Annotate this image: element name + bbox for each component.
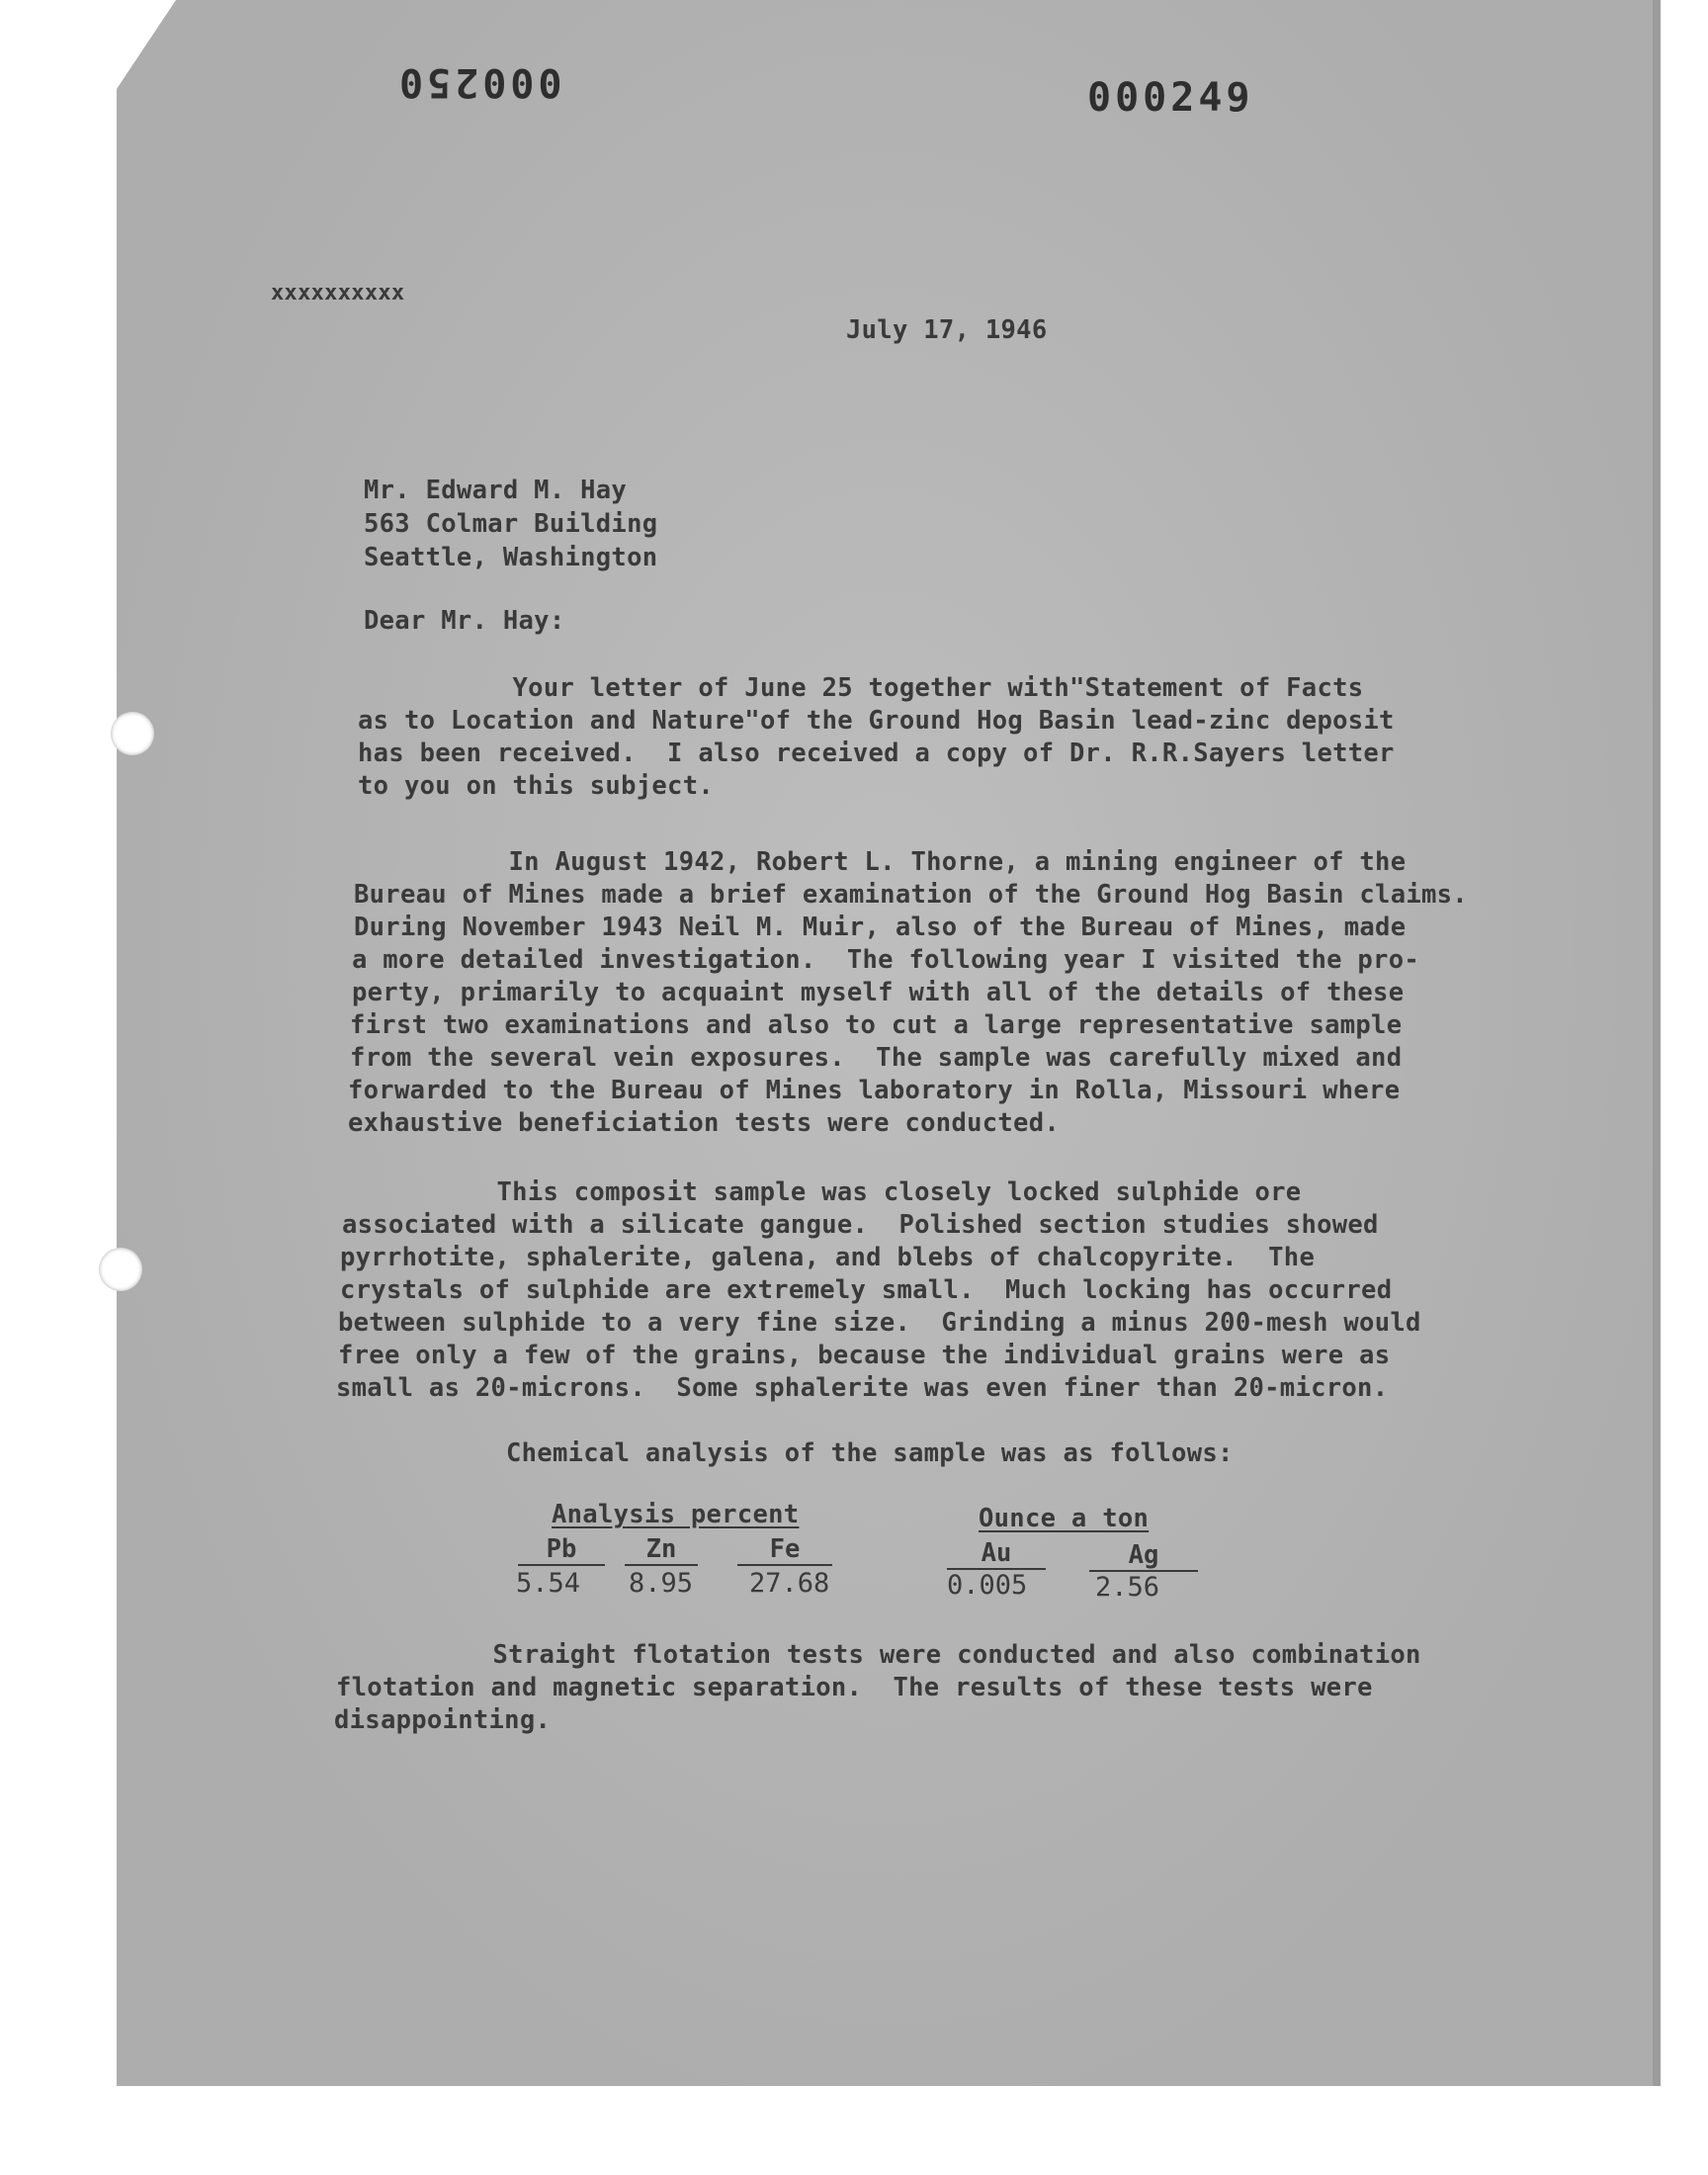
column-header-ag: Ag [1089, 1540, 1198, 1572]
paragraph-line: a more detailed investigation. The following year I visited the pro- [352, 945, 1420, 975]
ounce-a-ton-heading: Ounce a ton [979, 1504, 1150, 1533]
paragraph-line: associated with a silicate gangue. Polished section studies showed [342, 1210, 1379, 1240]
paragraph-line: forwarded to the Bureau of Mines laboratory in Rolla, Missouri where [348, 1076, 1401, 1105]
paragraph-line: Straight flotation tests were conducted and also combination [338, 1640, 1421, 1670]
punch-hole-bottom [99, 1248, 142, 1291]
column-header-au: Au [947, 1538, 1046, 1570]
salutation: Dear Mr. Hay: [364, 606, 565, 636]
value-fe: 27.68 [749, 1568, 830, 1599]
paragraph-line: pyrrhotite, sphalerite, galena, and blebs of chalcopyrite. The [340, 1243, 1316, 1272]
paragraph-line: small as 20-microns. Some sphalerite was even finer than 20-micron. [336, 1373, 1389, 1403]
paragraph-line: has been received. I also received a copy of Dr. R.R.Sayers letter [358, 739, 1395, 768]
value-zn: 8.95 [629, 1568, 694, 1599]
paragraph-line: disappointing. [334, 1705, 552, 1735]
recipient-street: 563 Colmar Building [364, 509, 658, 539]
paragraph-line: between sulphide to a very fine size. Grinding a minus 200-mesh would [338, 1308, 1421, 1338]
paragraph-line: to you on this subject. [358, 771, 715, 801]
paragraph-line: exhaustive beneficiation tests were conducted. [348, 1108, 1061, 1138]
value-pb: 5.54 [516, 1568, 581, 1599]
column-header-fe: Fe [737, 1534, 832, 1566]
paragraph-line: This composit sample was closely locked sulphide ore [342, 1177, 1302, 1207]
paper-edge [1653, 0, 1661, 2086]
paragraph-line: Your letter of June 25 together with"Statement of Facts [358, 673, 1364, 703]
punch-hole-top [111, 712, 154, 755]
paragraph-line: perty, primarily to acquaint myself with all of the details of these [352, 978, 1405, 1007]
crossed-out-file-number: xxxxxxxxxx [271, 281, 405, 305]
recipient-city: Seattle, Washington [364, 543, 658, 572]
stamp-number: 000249 [1087, 75, 1254, 121]
paragraph-line: crystals of sulphide are extremely small. Much locking has occurred [340, 1275, 1393, 1305]
analysis-intro: Chemical analysis of the sample was as follows: [506, 1438, 1234, 1468]
stamp-number-flipped: 000250 [395, 59, 562, 105]
paragraph-line: During November 1943 Neil M. Muir, also of the Bureau of Mines, made [354, 913, 1407, 942]
value-ag: 2.56 [1095, 1572, 1160, 1603]
analysis-percent-heading: Analysis percent [552, 1500, 800, 1529]
paragraph-line: In August 1942, Robert L. Thorne, a mining engineer of the [354, 847, 1407, 877]
paragraph-line: free only a few of the grains, because the individual grains were as [338, 1341, 1391, 1370]
column-header-pb: Pb [518, 1534, 605, 1566]
recipient-name: Mr. Edward M. Hay [364, 476, 628, 505]
paragraph-line: Bureau of Mines made a brief examination of the Ground Hog Basin claims. [354, 880, 1468, 910]
paragraph-line: first two examinations and also to cut a large representative sample [350, 1010, 1403, 1040]
paragraph-line: from the several vein exposures. The sample was carefully mixed and [350, 1043, 1403, 1073]
value-au: 0.005 [947, 1570, 1028, 1601]
column-header-zn: Zn [625, 1534, 698, 1566]
letter-date: July 17, 1946 [846, 315, 1048, 345]
torn-corner [117, 0, 176, 89]
paragraph-line: flotation and magnetic separation. The results of these tests were [336, 1673, 1373, 1702]
paragraph-line: as to Location and Nature"of the Ground Hog Basin lead-zinc deposit [358, 706, 1395, 736]
